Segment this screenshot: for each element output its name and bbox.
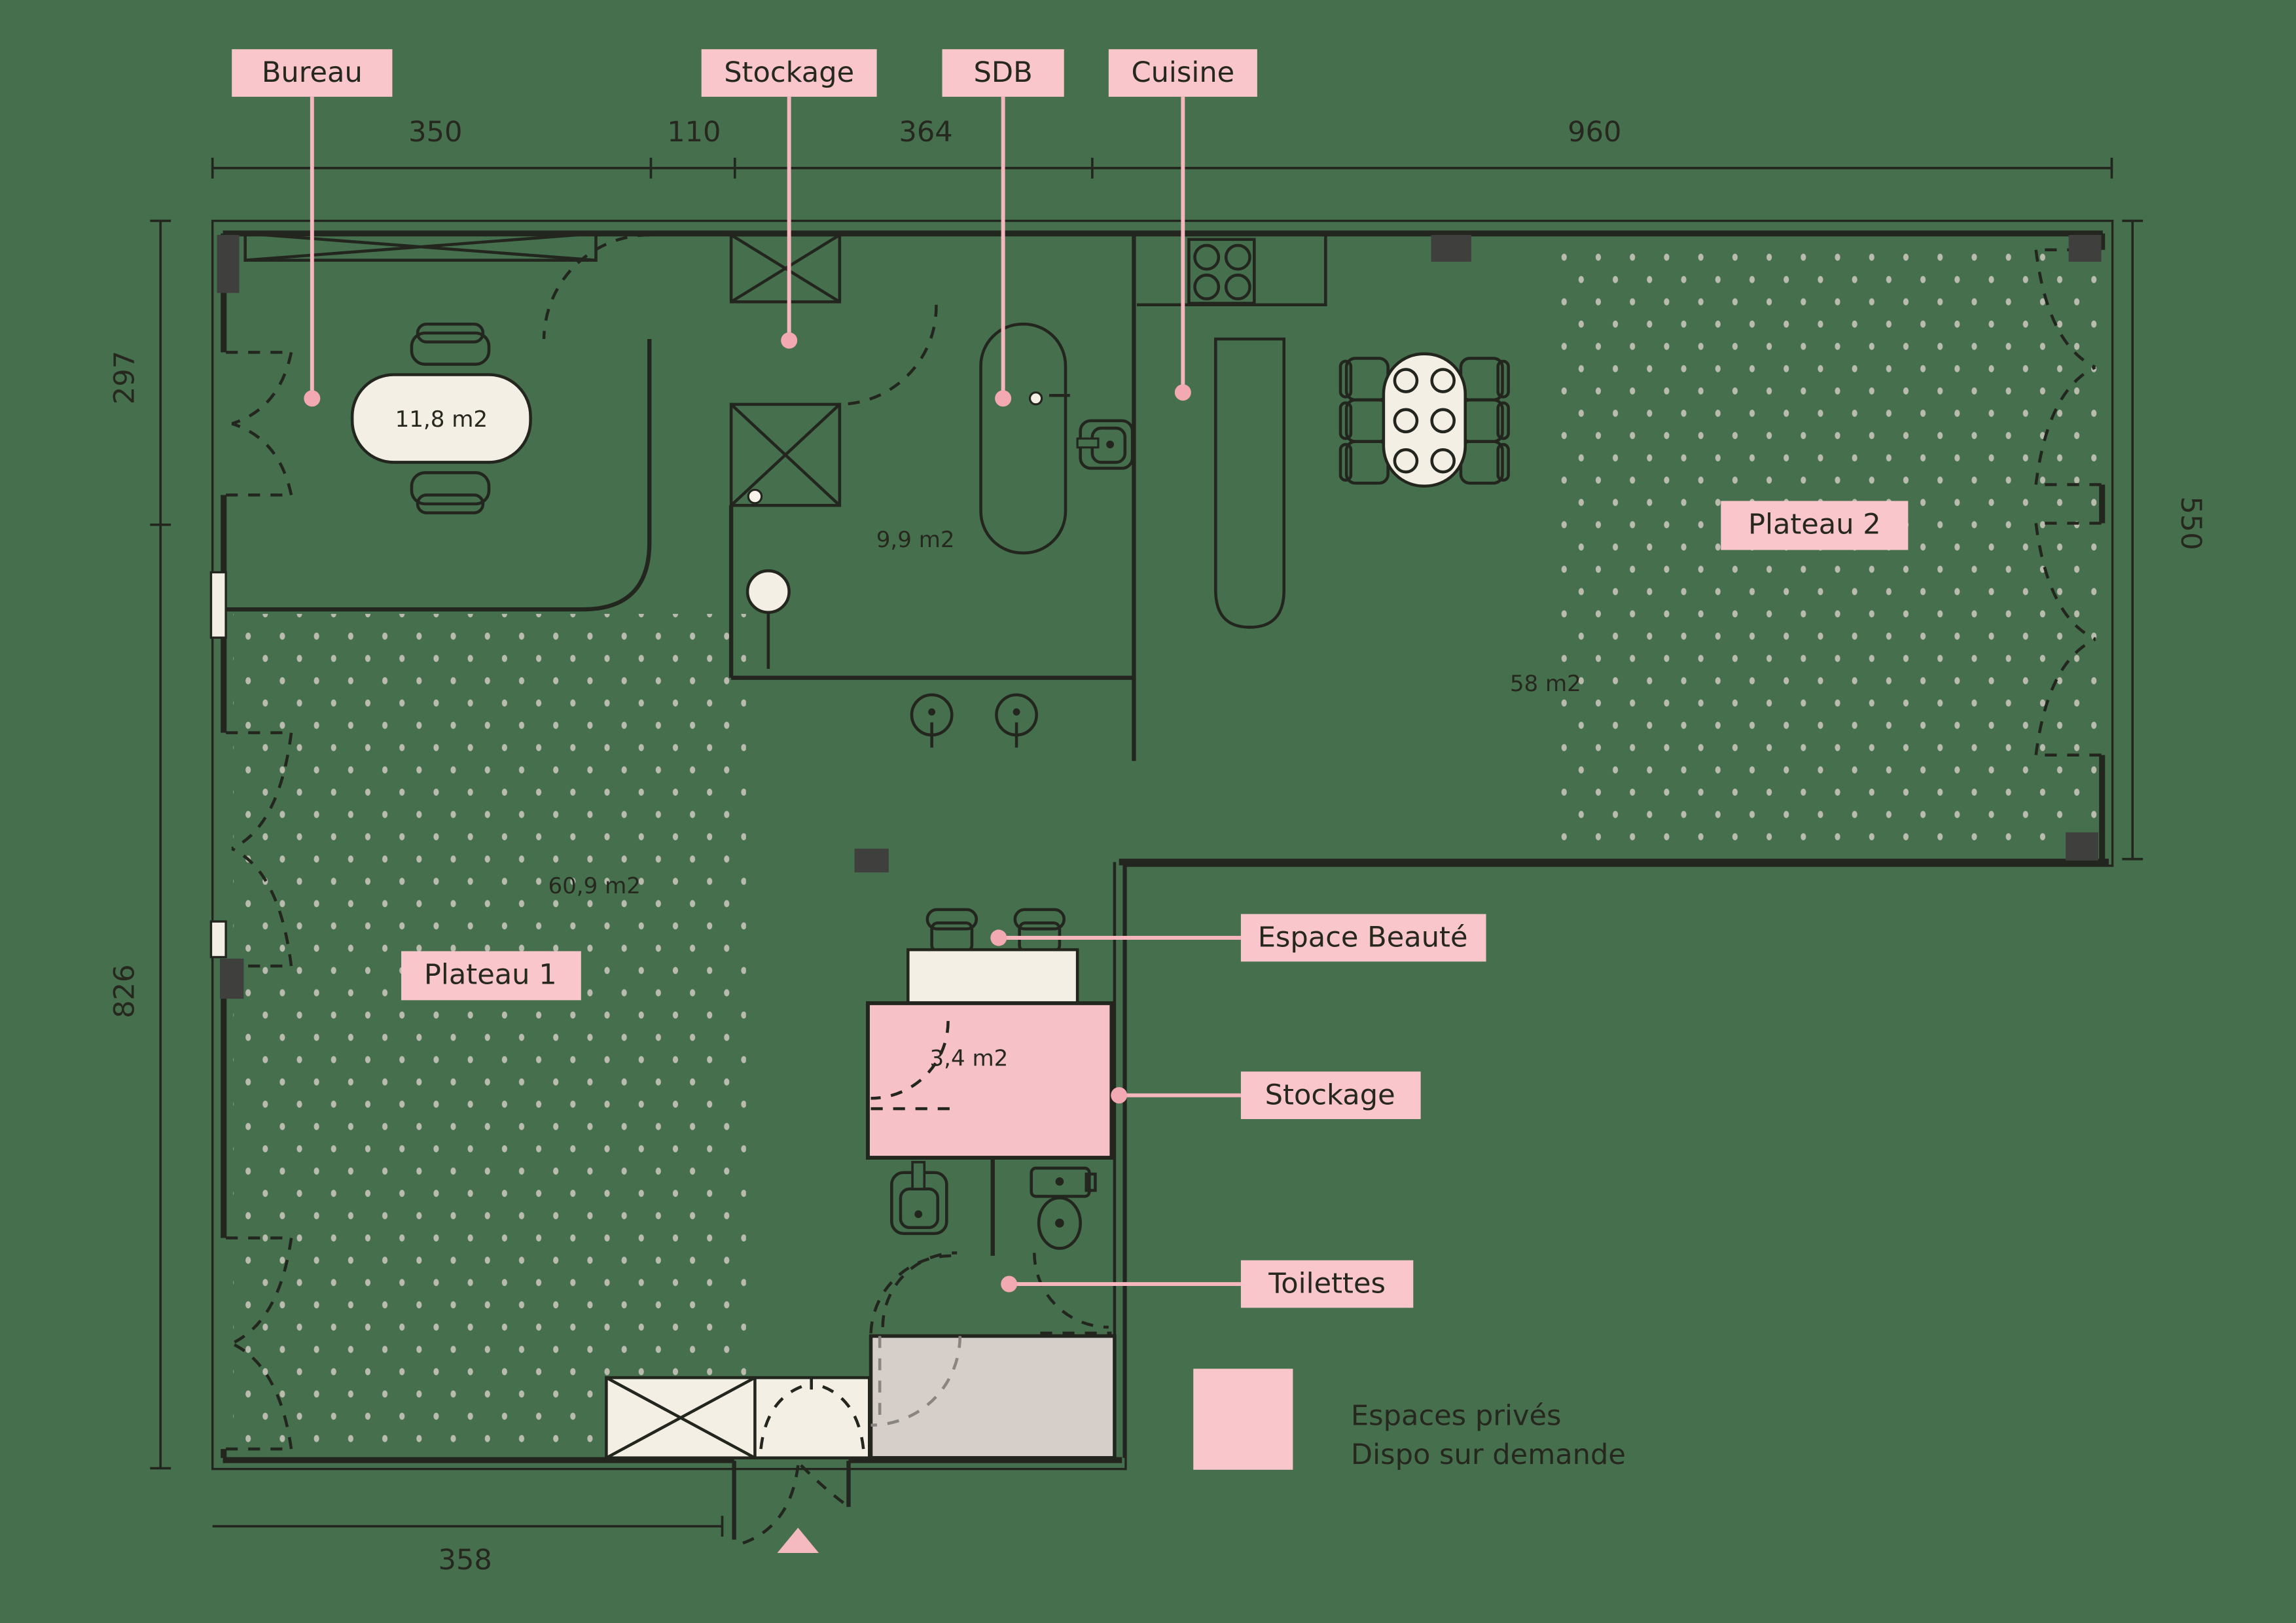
corridor-door-arc xyxy=(871,1256,1112,1336)
svg-text:Espace Beauté: Espace Beauté xyxy=(1257,921,1468,954)
plateau1-area-text: 60,9 m2 xyxy=(548,872,641,899)
toilet-icon xyxy=(1031,1168,1096,1249)
wall-sink-icon xyxy=(1077,421,1132,469)
entrance-arrow xyxy=(777,1527,819,1553)
toilet-door-arc xyxy=(883,1253,958,1327)
svg-text:297: 297 xyxy=(108,350,141,405)
dining-table-set xyxy=(1340,354,1509,486)
pillar xyxy=(1431,235,1471,262)
pillar xyxy=(2066,832,2098,861)
svg-text:Bureau: Bureau xyxy=(261,56,363,90)
legend-line1: Espaces privés xyxy=(1350,1399,1562,1433)
sink-icon xyxy=(891,1162,946,1234)
pillar xyxy=(855,849,889,872)
svg-text:Stockage: Stockage xyxy=(724,56,855,90)
svg-text:SDB: SDB xyxy=(973,56,1033,90)
room-label-toilettes xyxy=(1241,1260,1413,1308)
dimension-right xyxy=(2122,221,2207,859)
legend-swatch xyxy=(1193,1368,1293,1469)
dining-chairs-right xyxy=(1461,358,1509,483)
room-label-espace-beaute xyxy=(1241,914,1486,962)
wall-junction-box xyxy=(211,572,226,637)
gray-room xyxy=(871,1336,1115,1458)
storage-cabinet-icon xyxy=(731,235,936,505)
svg-text:Plateau 2: Plateau 2 xyxy=(1748,508,1881,541)
svg-text:350: 350 xyxy=(408,115,463,149)
private-storage-area-text: 3,4 m2 xyxy=(929,1045,1009,1072)
pillar xyxy=(220,959,243,999)
pillar xyxy=(2069,235,2102,262)
plateau2-area-text: 58 m2 xyxy=(1509,671,1581,698)
svg-text:550: 550 xyxy=(2174,496,2208,550)
legend xyxy=(1193,1368,1626,1471)
room-label-stockage-top xyxy=(702,49,877,97)
beauty-station xyxy=(908,910,1077,1003)
kitchen-counter xyxy=(1137,234,1325,305)
room-label-bureau xyxy=(232,49,392,97)
svg-text:Plateau 1: Plateau 1 xyxy=(423,958,557,991)
stove-icon xyxy=(1189,240,1254,304)
bureau-area-text: 11,8 m2 xyxy=(395,406,488,433)
toilet-door-arc xyxy=(1034,1253,1109,1327)
room-label-stockage-right xyxy=(1241,1071,1421,1119)
plateau1-floor-dots-lower xyxy=(233,1378,603,1456)
svg-text:Cuisine: Cuisine xyxy=(1131,56,1235,90)
room-label-plateau1 xyxy=(401,951,581,1000)
room-label-sdb xyxy=(942,49,1064,97)
svg-text:110: 110 xyxy=(667,115,721,149)
svg-text:358: 358 xyxy=(438,1543,492,1577)
svg-text:960: 960 xyxy=(1568,115,1622,149)
svg-text:826: 826 xyxy=(108,964,141,1018)
legend-line2: Dispo sur demande xyxy=(1350,1438,1626,1471)
kitchen-island xyxy=(1215,339,1283,627)
bureau-window-icon xyxy=(245,234,596,260)
wardrobe xyxy=(606,1378,869,1458)
room-label-cuisine xyxy=(1109,49,1257,97)
svg-text:Toilettes: Toilettes xyxy=(1268,1267,1386,1300)
private-storage-room xyxy=(868,1003,1111,1158)
pillar xyxy=(217,235,240,293)
dimension-left xyxy=(108,221,171,1468)
dimension-bottom xyxy=(213,1516,723,1577)
bathtub-icon xyxy=(981,324,1070,553)
wall-junction-box xyxy=(211,921,226,957)
sdb-area-text: 9,9 m2 xyxy=(876,526,955,553)
dimension-top xyxy=(213,116,2112,179)
dining-chairs-left xyxy=(1340,358,1388,483)
floor-lamp-icon xyxy=(747,571,789,669)
ceiling-light-icon xyxy=(748,490,761,503)
room-label-plateau2 xyxy=(1721,501,1908,550)
svg-text:364: 364 xyxy=(899,115,953,149)
entrance-door xyxy=(734,1461,849,1553)
svg-text:Stockage: Stockage xyxy=(1265,1079,1395,1112)
double-vanity-sinks xyxy=(912,695,1037,748)
